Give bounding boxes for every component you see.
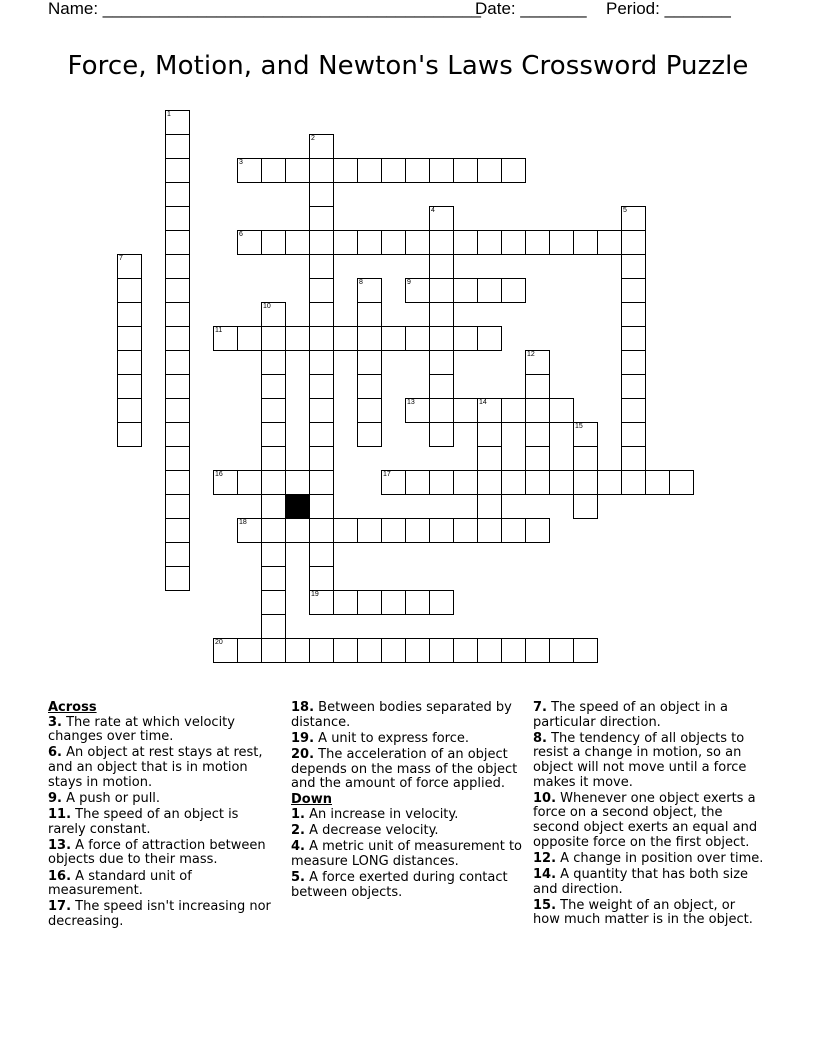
crossword-cell[interactable] xyxy=(573,230,598,255)
crossword-cell[interactable] xyxy=(165,206,190,231)
crossword-cell[interactable] xyxy=(261,614,286,639)
crossword-cell[interactable] xyxy=(429,638,454,663)
crossword-cell[interactable] xyxy=(309,590,334,615)
crossword-cell[interactable] xyxy=(429,326,454,351)
crossword-cell[interactable] xyxy=(237,638,262,663)
clue-number-label: 8. xyxy=(533,730,547,746)
crossword-cell[interactable] xyxy=(405,278,430,303)
clues-column-1 xyxy=(48,701,280,931)
crossword-cell[interactable] xyxy=(501,398,526,423)
crossword-cell[interactable] xyxy=(117,398,142,423)
clue-item xyxy=(533,868,765,897)
crossword-cell[interactable] xyxy=(357,638,382,663)
crossword-cell[interactable] xyxy=(357,230,382,255)
crossword-cell[interactable] xyxy=(525,518,550,543)
crossword-cell[interactable] xyxy=(405,398,430,423)
clue-text: A push or pull. xyxy=(61,790,161,806)
clue-item xyxy=(291,701,523,730)
crossword-cell[interactable] xyxy=(429,350,454,375)
crossword-cell[interactable] xyxy=(309,470,334,495)
clue-number: 5 xyxy=(623,207,627,214)
crossword-cell[interactable] xyxy=(309,278,334,303)
crossword-cell[interactable] xyxy=(525,398,550,423)
crossword-cell[interactable] xyxy=(165,398,190,423)
clue-number: 15 xyxy=(575,423,583,430)
crossword-cell[interactable] xyxy=(309,302,334,327)
clue-number: 9 xyxy=(407,279,411,286)
clue-number: 19 xyxy=(311,591,319,598)
crossword-cell[interactable] xyxy=(261,494,286,519)
crossword-cell[interactable] xyxy=(477,158,502,183)
clue-item xyxy=(533,732,765,790)
crossword-cell[interactable] xyxy=(357,374,382,399)
crossword-cell[interactable] xyxy=(117,302,142,327)
clue-number: 10 xyxy=(263,303,271,310)
crossword-cell[interactable] xyxy=(261,518,286,543)
clue-text: A force exerted during contact between objects. xyxy=(291,870,508,900)
clue-text: The speed isn't increasing nor decreasing. xyxy=(48,899,271,929)
name-field[interactable]: Name: ________________________________________ xyxy=(48,0,481,18)
clue-number: 1 xyxy=(167,111,171,118)
clue-item xyxy=(48,808,280,837)
crossword-cell[interactable] xyxy=(117,278,142,303)
crossword-cell[interactable] xyxy=(309,446,334,471)
clue-text: The weight of an object, or how much matter is in the object. xyxy=(533,897,753,928)
clue-number: 14 xyxy=(479,399,487,406)
clue-text: The speed of an object is rarely constant. xyxy=(48,806,239,837)
crossword-cell[interactable] xyxy=(429,590,454,615)
crossword-cell[interactable] xyxy=(381,518,406,543)
crossword-cell[interactable] xyxy=(429,398,454,423)
clue-item xyxy=(533,899,765,928)
crossword-cell[interactable] xyxy=(477,326,502,351)
crossword-cell[interactable] xyxy=(573,470,598,495)
clue-number-label: 10. xyxy=(533,790,557,806)
crossword-cell[interactable] xyxy=(525,422,550,447)
crossword-cell[interactable] xyxy=(573,638,598,663)
crossword-cell[interactable] xyxy=(333,230,358,255)
crossword-cell[interactable] xyxy=(429,158,454,183)
clue-number: 4 xyxy=(431,207,435,214)
crossword-cell[interactable] xyxy=(549,470,574,495)
crossword-cell[interactable] xyxy=(309,422,334,447)
clue-text: A metric unit of measurement to measure LONG distances. xyxy=(291,839,522,869)
clue-number-label: 9. xyxy=(48,790,62,806)
clue-item xyxy=(48,746,280,790)
crossword-cell[interactable] xyxy=(333,590,358,615)
crossword-cell[interactable] xyxy=(501,278,526,303)
crossword-cell[interactable] xyxy=(381,470,406,495)
crossword-cell[interactable] xyxy=(429,374,454,399)
clue-text: Whenever one object exerts a force on a second object, the second object exerts an equal and opposite force on the first object. xyxy=(533,790,758,850)
crossword-cell[interactable] xyxy=(261,398,286,423)
clue-text: A unit to express force. xyxy=(314,730,470,746)
crossword-cell[interactable] xyxy=(525,470,550,495)
crossword-cell[interactable] xyxy=(669,470,694,495)
crossword-cell[interactable] xyxy=(261,542,286,567)
crossword-cell[interactable] xyxy=(165,470,190,495)
crossword-cell[interactable] xyxy=(405,158,430,183)
clue-item xyxy=(291,808,523,823)
crossword-cell[interactable] xyxy=(621,374,646,399)
period-field[interactable]: Period: _______ xyxy=(606,0,731,18)
crossword-cell[interactable] xyxy=(477,278,502,303)
down-clue-list xyxy=(291,808,523,900)
crossword-cell[interactable] xyxy=(285,326,310,351)
crossword-cell[interactable] xyxy=(237,230,262,255)
crossword-cell[interactable] xyxy=(549,638,574,663)
clue-item xyxy=(48,870,280,899)
crossword-cell[interactable] xyxy=(453,470,478,495)
clue-number: 17 xyxy=(383,471,391,478)
crossword-cell[interactable] xyxy=(285,158,310,183)
crossword-cell[interactable] xyxy=(309,230,334,255)
crossword-cell[interactable] xyxy=(597,230,622,255)
crossword-cell[interactable] xyxy=(309,158,334,183)
clue-text: The rate at which velocity changes over time. xyxy=(48,714,235,745)
clues-column-3 xyxy=(533,701,765,929)
crossword-cell[interactable] xyxy=(357,326,382,351)
crossword-cell[interactable] xyxy=(477,398,502,423)
crossword-cell[interactable] xyxy=(165,374,190,399)
crossword-cell[interactable] xyxy=(309,254,334,279)
crossword-cell[interactable] xyxy=(165,494,190,519)
crossword-cell[interactable] xyxy=(573,494,598,519)
crossword-cell[interactable] xyxy=(357,398,382,423)
clue-text: Between bodies separated by distance. xyxy=(291,700,512,730)
crossword-cell[interactable] xyxy=(453,638,478,663)
clue-item xyxy=(291,748,523,792)
crossword-cell[interactable] xyxy=(165,230,190,255)
crossword-cell[interactable] xyxy=(645,470,670,495)
crossword-cell[interactable] xyxy=(285,470,310,495)
crossword-cell[interactable] xyxy=(429,518,454,543)
crossword-cell[interactable] xyxy=(453,326,478,351)
crossword-cell[interactable] xyxy=(213,638,238,663)
clue-number: 3 xyxy=(239,159,243,166)
clue-item xyxy=(48,716,280,745)
crossword-cell[interactable] xyxy=(381,230,406,255)
clue-item xyxy=(48,900,280,929)
crossword-cell[interactable] xyxy=(117,254,142,279)
clue-item xyxy=(48,839,280,868)
crossword-cell[interactable] xyxy=(477,518,502,543)
crossword-cell[interactable] xyxy=(477,638,502,663)
across-heading: Across xyxy=(48,700,97,715)
crossword-cell[interactable] xyxy=(309,398,334,423)
crossword-cell[interactable] xyxy=(621,326,646,351)
clue-number-label: 20. xyxy=(291,746,315,762)
clue-number-label: 18. xyxy=(291,700,315,715)
clue-number-label: 5. xyxy=(291,870,305,886)
crossword-cell[interactable] xyxy=(477,470,502,495)
crossword-cell[interactable] xyxy=(165,326,190,351)
crossword-cell[interactable] xyxy=(405,518,430,543)
crossword-cell[interactable] xyxy=(621,254,646,279)
clue-text: A change in position over time. xyxy=(556,850,764,866)
crossword-cell[interactable] xyxy=(405,470,430,495)
crossword-cell[interactable] xyxy=(165,302,190,327)
clue-text: The acceleration of an object depends on the mass of the object and the amount of force applied. xyxy=(291,746,518,792)
clue-item xyxy=(291,824,523,839)
clue-item xyxy=(48,792,280,807)
black-cell xyxy=(285,494,310,519)
clue-number-label: 6. xyxy=(48,745,62,761)
clue-number-label: 4. xyxy=(291,839,305,855)
crossword-cell[interactable] xyxy=(309,638,334,663)
clue-text: The speed of an object in a particular direction. xyxy=(533,700,728,730)
crossword-cell[interactable] xyxy=(165,110,190,135)
crossword-cell[interactable] xyxy=(525,374,550,399)
crossword-cell[interactable] xyxy=(165,350,190,375)
crossword-cell[interactable] xyxy=(237,470,262,495)
crossword-cell[interactable] xyxy=(309,374,334,399)
crossword-cell[interactable] xyxy=(453,230,478,255)
crossword-cell[interactable] xyxy=(381,590,406,615)
crossword-cell[interactable] xyxy=(501,158,526,183)
clues-column-2 xyxy=(291,701,523,902)
down-clue-list-continued xyxy=(533,701,765,928)
crossword-cell[interactable] xyxy=(261,566,286,591)
crossword-cell[interactable] xyxy=(285,230,310,255)
crossword-cell[interactable] xyxy=(309,518,334,543)
crossword-cell[interactable] xyxy=(621,446,646,471)
crossword-cell[interactable] xyxy=(357,158,382,183)
clue-number: 7 xyxy=(119,255,123,262)
clue-number: 8 xyxy=(359,279,363,286)
crossword-cell[interactable] xyxy=(333,158,358,183)
crossword-cell[interactable] xyxy=(261,302,286,327)
crossword-cell[interactable] xyxy=(501,638,526,663)
clue-text: An increase in velocity. xyxy=(304,806,459,822)
clue-number-label: 16. xyxy=(48,868,72,884)
crossword-cell[interactable] xyxy=(525,350,550,375)
crossword-cell[interactable] xyxy=(477,446,502,471)
crossword-cell[interactable] xyxy=(309,350,334,375)
crossword-cell[interactable] xyxy=(453,398,478,423)
clue-number: 13 xyxy=(407,399,415,406)
clue-number-label: 2. xyxy=(291,823,305,839)
crossword-cell[interactable] xyxy=(549,398,574,423)
crossword-cell[interactable] xyxy=(357,518,382,543)
crossword-cell[interactable] xyxy=(429,230,454,255)
crossword-cell[interactable] xyxy=(621,278,646,303)
crossword-cell[interactable] xyxy=(501,230,526,255)
clue-number-label: 11. xyxy=(48,806,72,822)
crossword-cell[interactable] xyxy=(477,230,502,255)
crossword-cell[interactable] xyxy=(525,638,550,663)
crossword-cell[interactable] xyxy=(381,158,406,183)
clue-number-label: 3. xyxy=(48,714,62,730)
clue-number-label: 1. xyxy=(291,806,305,822)
crossword-cell[interactable] xyxy=(621,470,646,495)
clue-text: A quantity that has both size and direction. xyxy=(533,866,749,897)
crossword-cell[interactable] xyxy=(621,206,646,231)
crossword-cell[interactable] xyxy=(405,590,430,615)
crossword-cell[interactable] xyxy=(405,638,430,663)
crossword-cell[interactable] xyxy=(261,470,286,495)
crossword-cell[interactable] xyxy=(429,422,454,447)
crossword-cell[interactable] xyxy=(237,518,262,543)
crossword-cell[interactable] xyxy=(453,518,478,543)
clue-number-label: 19. xyxy=(291,730,315,746)
clue-number: 11 xyxy=(215,327,223,334)
clue-item xyxy=(291,871,523,900)
crossword-cell[interactable] xyxy=(357,590,382,615)
crossword-cell[interactable] xyxy=(117,326,142,351)
clue-number: 16 xyxy=(215,471,223,478)
date-field[interactable]: Date: _______ xyxy=(475,0,587,18)
clue-number: 6 xyxy=(239,231,243,238)
across-clue-list xyxy=(48,716,280,930)
crossword-cell[interactable] xyxy=(621,422,646,447)
clue-text: An object at rest stays at rest, and an object that is in motion stays in motion. xyxy=(48,745,263,790)
crossword-cell[interactable] xyxy=(549,230,574,255)
crossword-cell[interactable] xyxy=(357,302,382,327)
crossword-cell[interactable] xyxy=(429,278,454,303)
crossword-cell[interactable] xyxy=(117,422,142,447)
crossword-cell[interactable] xyxy=(261,158,286,183)
clue-number-label: 12. xyxy=(533,850,557,866)
crossword-cell[interactable] xyxy=(525,230,550,255)
crossword-cell[interactable] xyxy=(357,278,382,303)
crossword-cell[interactable] xyxy=(165,254,190,279)
crossword-cell[interactable] xyxy=(213,470,238,495)
crossword-cell[interactable] xyxy=(597,470,622,495)
clue-number-label: 7. xyxy=(533,700,547,715)
crossword-cell[interactable] xyxy=(477,422,502,447)
crossword-cell[interactable] xyxy=(309,542,334,567)
crossword-cell[interactable] xyxy=(165,446,190,471)
crossword-cell[interactable] xyxy=(453,278,478,303)
crossword-cell[interactable] xyxy=(429,254,454,279)
crossword-cell[interactable] xyxy=(117,350,142,375)
crossword-cell[interactable] xyxy=(357,422,382,447)
clue-number-label: 13. xyxy=(48,837,72,853)
down-heading: Down xyxy=(291,792,332,808)
crossword-cell[interactable] xyxy=(501,470,526,495)
crossword-cell[interactable] xyxy=(381,326,406,351)
crossword-cell[interactable] xyxy=(621,230,646,255)
crossword-cell[interactable] xyxy=(261,350,286,375)
crossword-cell[interactable] xyxy=(333,638,358,663)
crossword-cell[interactable] xyxy=(405,230,430,255)
crossword-cell[interactable] xyxy=(429,470,454,495)
clue-text: A standard unit of measurement. xyxy=(48,868,192,899)
crossword-cell[interactable] xyxy=(285,518,310,543)
crossword-cell[interactable] xyxy=(117,374,142,399)
crossword-cell[interactable] xyxy=(621,350,646,375)
crossword-cell[interactable] xyxy=(525,446,550,471)
crossword-cell[interactable] xyxy=(165,566,190,591)
crossword-cell[interactable] xyxy=(429,206,454,231)
clue-number-label: 14. xyxy=(533,866,557,882)
crossword-cell[interactable] xyxy=(261,590,286,615)
clue-item xyxy=(533,792,765,850)
crossword-cell[interactable] xyxy=(333,326,358,351)
crossword-cell[interactable] xyxy=(261,374,286,399)
crossword-cell[interactable] xyxy=(621,398,646,423)
crossword-cell[interactable] xyxy=(165,422,190,447)
crossword-cell[interactable] xyxy=(333,518,358,543)
crossword-cell[interactable] xyxy=(261,230,286,255)
crossword-cell[interactable] xyxy=(309,494,334,519)
crossword-cell[interactable] xyxy=(429,302,454,327)
crossword-cell[interactable] xyxy=(309,182,334,207)
crossword-cell[interactable] xyxy=(261,446,286,471)
crossword-cell[interactable] xyxy=(405,326,430,351)
crossword-cell[interactable] xyxy=(309,206,334,231)
crossword-cell[interactable] xyxy=(501,518,526,543)
crossword-cell[interactable] xyxy=(477,494,502,519)
crossword-cell[interactable] xyxy=(381,638,406,663)
clue-item xyxy=(533,701,765,730)
crossword-cell[interactable] xyxy=(165,278,190,303)
clue-item xyxy=(291,732,523,747)
clue-text: The tendency of all objects to resist a change in motion, so an object will not move until a force makes it move. xyxy=(533,730,747,790)
crossword-cell[interactable] xyxy=(261,422,286,447)
clue-number-label: 17. xyxy=(48,899,72,915)
clue-item xyxy=(533,852,765,867)
crossword-cell[interactable] xyxy=(453,158,478,183)
clue-number: 20 xyxy=(215,639,223,646)
clue-text: A decrease velocity. xyxy=(304,823,439,839)
crossword-cell[interactable] xyxy=(165,542,190,567)
crossword-cell[interactable] xyxy=(357,350,382,375)
crossword-cell[interactable] xyxy=(309,566,334,591)
clue-number: 2 xyxy=(311,135,315,142)
crossword-cell[interactable] xyxy=(237,158,262,183)
crossword-cell[interactable] xyxy=(261,326,286,351)
crossword-cell[interactable] xyxy=(621,302,646,327)
crossword-cell[interactable] xyxy=(573,422,598,447)
crossword-cell[interactable] xyxy=(309,134,334,159)
clue-number: 18 xyxy=(239,519,247,526)
crossword-cell[interactable] xyxy=(165,518,190,543)
clue-number-label: 15. xyxy=(533,897,557,913)
crossword-cell[interactable] xyxy=(261,638,286,663)
crossword-cell[interactable] xyxy=(237,326,262,351)
crossword-cell[interactable] xyxy=(285,638,310,663)
crossword-cell[interactable] xyxy=(165,158,190,183)
across-clue-list-continued xyxy=(291,701,523,792)
clue-number: 12 xyxy=(527,351,535,358)
crossword-cell[interactable] xyxy=(573,446,598,471)
crossword-cell[interactable] xyxy=(309,326,334,351)
page-title: Force, Motion, and Newton's Laws Crossword Puzzle xyxy=(67,51,749,81)
clue-item xyxy=(291,840,523,869)
crossword-cell[interactable] xyxy=(213,326,238,351)
clue-text: A force of attraction between objects due to their mass. xyxy=(48,837,266,868)
crossword-cell[interactable] xyxy=(165,134,190,159)
crossword-cell[interactable] xyxy=(165,182,190,207)
